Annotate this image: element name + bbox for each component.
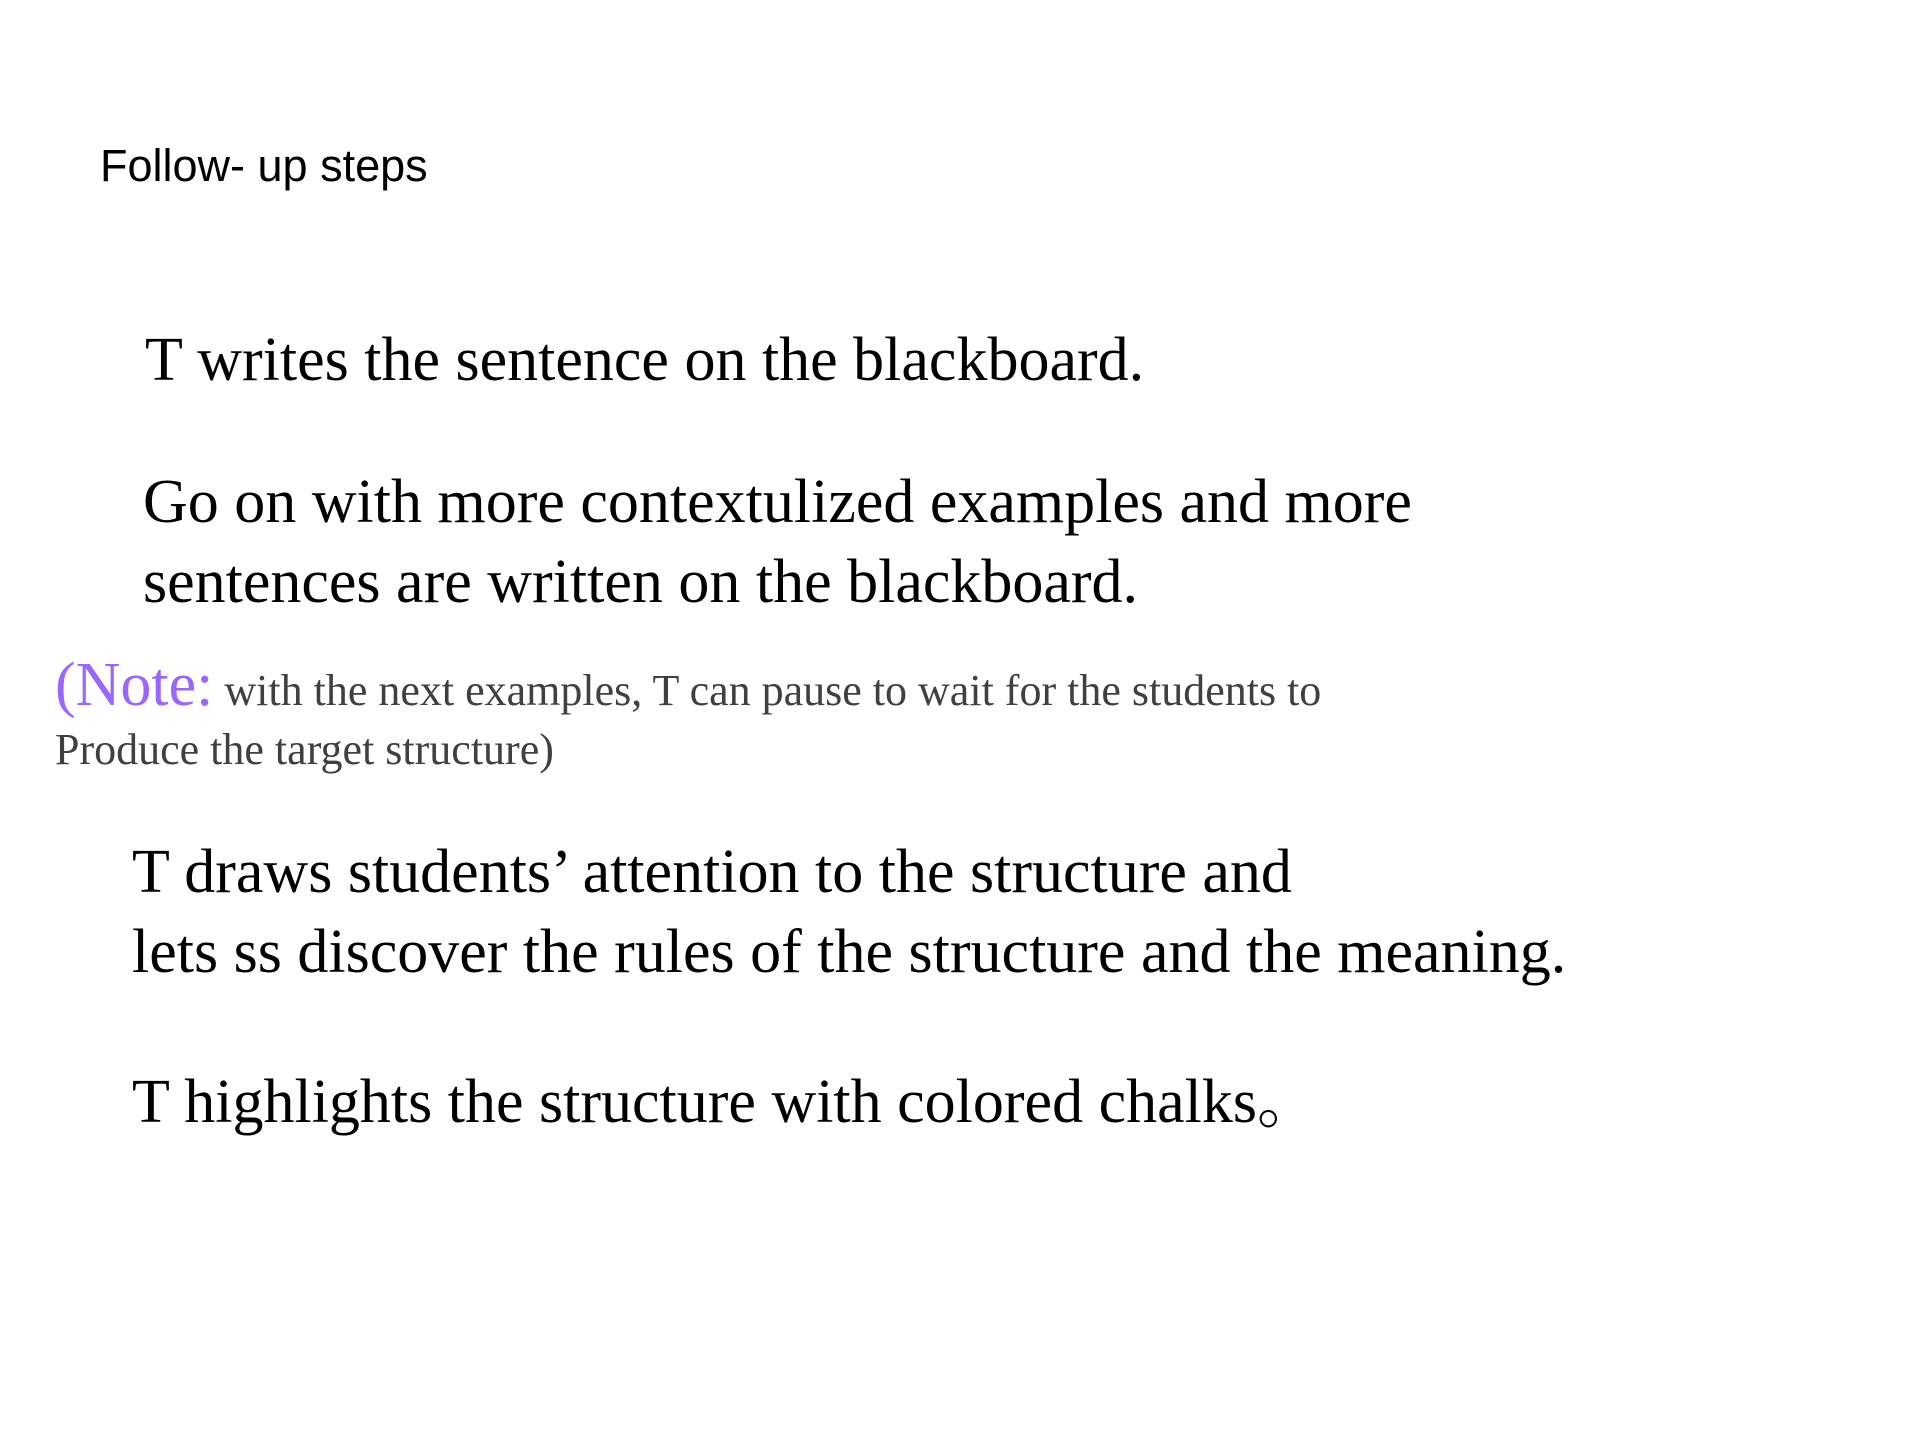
step-draw-attention-line-1: T draws students’ attention to the structure and	[132, 838, 1292, 906]
step-highlight-structure: T highlights the structure with colored chalks。	[132, 1068, 1319, 1136]
note-label: (Note:	[55, 651, 214, 719]
step-more-examples	[143, 462, 1412, 622]
step-draw-attention	[132, 832, 1566, 992]
step-draw-attention-line-2: lets ss discover the rules of the structure and the meaning.	[132, 918, 1567, 986]
step-more-examples-line-1: Go on with more contextulized examples and more	[143, 468, 1412, 536]
note-line-2: Produce the target structure)	[55, 725, 554, 774]
step-more-examples-line-2: sentences are written on the blackboard.	[143, 548, 1139, 616]
note-block	[55, 650, 1321, 778]
note-line-1-text: with the next examples, T can pause to wait for the students to	[213, 666, 1322, 715]
note-line-1	[55, 650, 1321, 726]
step-write-sentence: T writes the sentence on the blackboard.	[145, 326, 1145, 394]
slide-heading: Follow- up steps	[100, 140, 428, 191]
